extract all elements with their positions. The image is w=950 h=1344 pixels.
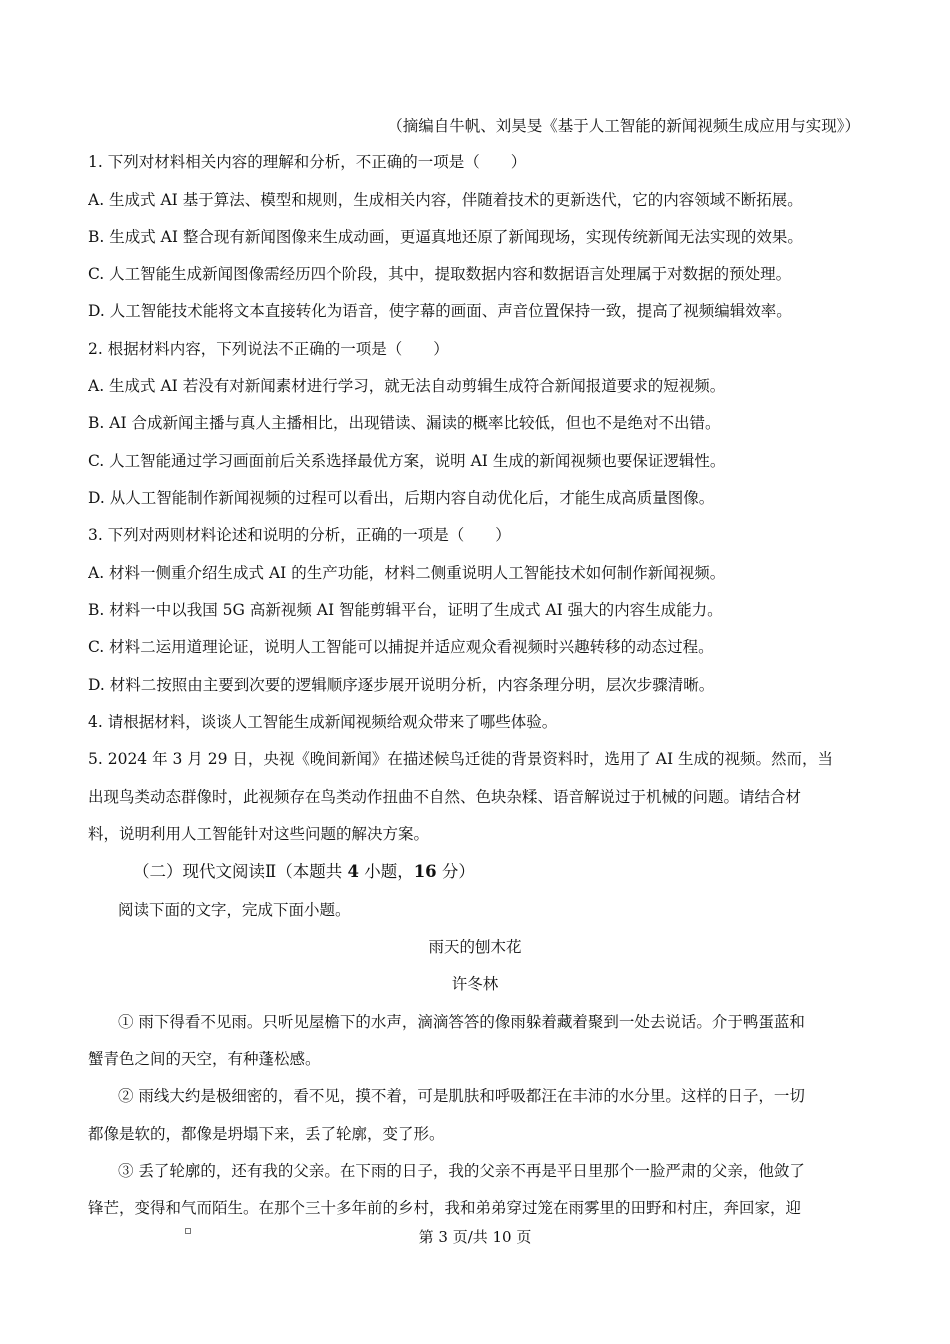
- question-3-option-d: D. 材料二按照由主要到次要的逻辑顺序逐步展开说明分析，内容条理分明，层次步骤清晰。: [88, 676, 715, 694]
- paragraph-1-line-1: ① 雨下得看不见雨。只听见屋檐下的水声，滴滴答答的像雨躲着藏着聚到一处去说话。介于鸭蛋蓝和: [118, 1013, 805, 1031]
- reading-instruction: 阅读下面的文字，完成下面小题。: [118, 901, 351, 919]
- paragraph-2-line-1: ② 雨线大约是极细密的，看不见，摸不着，可是肌肤和呼吸都汪在丰沛的水分里。这样的日子，一切: [118, 1087, 805, 1105]
- paragraph-3-line-1: ③ 丢了轮廓的，还有我的父亲。在下雨的日子，我的父亲不再是平日里那个一脸严肃的父亲，他敛了: [118, 1162, 805, 1180]
- question-2-option-d: D. 从人工智能制作新闻视频的过程可以看出，后期内容自动优化后，才能生成高质量图像。: [88, 489, 715, 507]
- article-title: 雨天的刨木花: [428, 938, 522, 956]
- paragraph-2-line-2: 都像是软的，都像是坍塌下来，丢了轮廓，变了形。: [88, 1125, 445, 1143]
- question-5-line-1: 5. 2024 年 3 月 29 日，央视《晚间新闻》在描述候鸟迁徙的背景资料时，选用了 AI 生成的视频。然而，当: [88, 750, 834, 768]
- question-1-option-d: D. 人工智能技术能将文本直接转化为语音，使字幕的画面、声音位置保持一致，提高了视频编辑效率。: [88, 302, 792, 320]
- question-3-option-b: B. 材料一中以我国 5G 高新视频 AI 智能剪辑平台，证明了生成式 AI 强大的内容生成能力。: [88, 601, 723, 619]
- section-heading: （二）现代文阅读Ⅱ（本题共 4 小题，16 分）: [133, 862, 475, 881]
- paragraph-1-line-2: 蟹青色之间的天空，有种蓬松感。: [88, 1050, 321, 1068]
- paragraph-3-line-2: 锋芒，变得和气而陌生。在那个三十多年前的乡村，我和弟弟穿过笼在雨雾里的田野和村庄，奔回家，迎: [88, 1199, 802, 1217]
- page-footer: 第 3 页/共 10 页: [418, 1228, 532, 1246]
- question-5-line-2: 出现鸟类动态群像时，此视频存在鸟类动作扭曲不自然、色块杂糅、语音解说过于机械的问题。请结合材: [88, 788, 802, 806]
- question-4: 4. 请根据材料，谈谈人工智能生成新闻视频给观众带来了哪些体验。: [88, 713, 558, 731]
- question-2-stem: 2. 根据材料内容，下列说法不正确的一项是（ ）: [88, 340, 449, 358]
- question-1-stem: 1. 下列对材料相关内容的理解和分析，不正确的一项是（ ）: [88, 153, 527, 171]
- question-1-option-b: B. 生成式 AI 整合现有新闻图像来生成动画，更逼真地还原了新闻现场，实现传统新闻无法实现的效果。: [88, 228, 803, 246]
- question-2-option-b: B. AI 合成新闻主播与真人主播相比，出现错读、漏读的概率比较低，但也不是绝对不出错。: [88, 414, 721, 432]
- question-2-option-c: C. 人工智能通过学习画面前后关系选择最优方案，说明 AI 生成的新闻视频也要保证逻辑性。: [88, 452, 726, 470]
- question-5-line-3: 料，说明利用人工智能针对这些问题的解决方案。: [88, 825, 430, 843]
- source-note: （摘编自牛帆、刘昊旻《基于人工智能的新闻视频生成应用与实现》）: [387, 117, 860, 135]
- question-1-option-c: C. 人工智能生成新闻图像需经历四个阶段，其中，提取数据内容和数据语言处理属于对数据的预处理。: [88, 265, 792, 283]
- question-3-option-c: C. 材料二运用道理论证，说明人工智能可以捕捉并适应观众看视频时兴趣转移的动态过程。: [88, 638, 714, 656]
- article-author: 许冬林: [451, 975, 499, 993]
- question-3-option-a: A. 材料一侧重介绍生成式 AI 的生产功能，材料二侧重说明人工智能技术如何制作新闻视频。: [88, 564, 726, 582]
- question-1-option-a: A. 生成式 AI 基于算法、模型和规则，生成相关内容，伴随着技术的更新迭代，它的内容领域不断拓展。: [88, 191, 803, 209]
- question-3-stem: 3. 下列对两则材料论述和说明的分析，正确的一项是（ ）: [88, 526, 511, 544]
- question-2-option-a: A. 生成式 AI 若没有对新闻素材进行学习，就无法自动剪辑生成符合新闻报道要求的短视频。: [88, 377, 726, 395]
